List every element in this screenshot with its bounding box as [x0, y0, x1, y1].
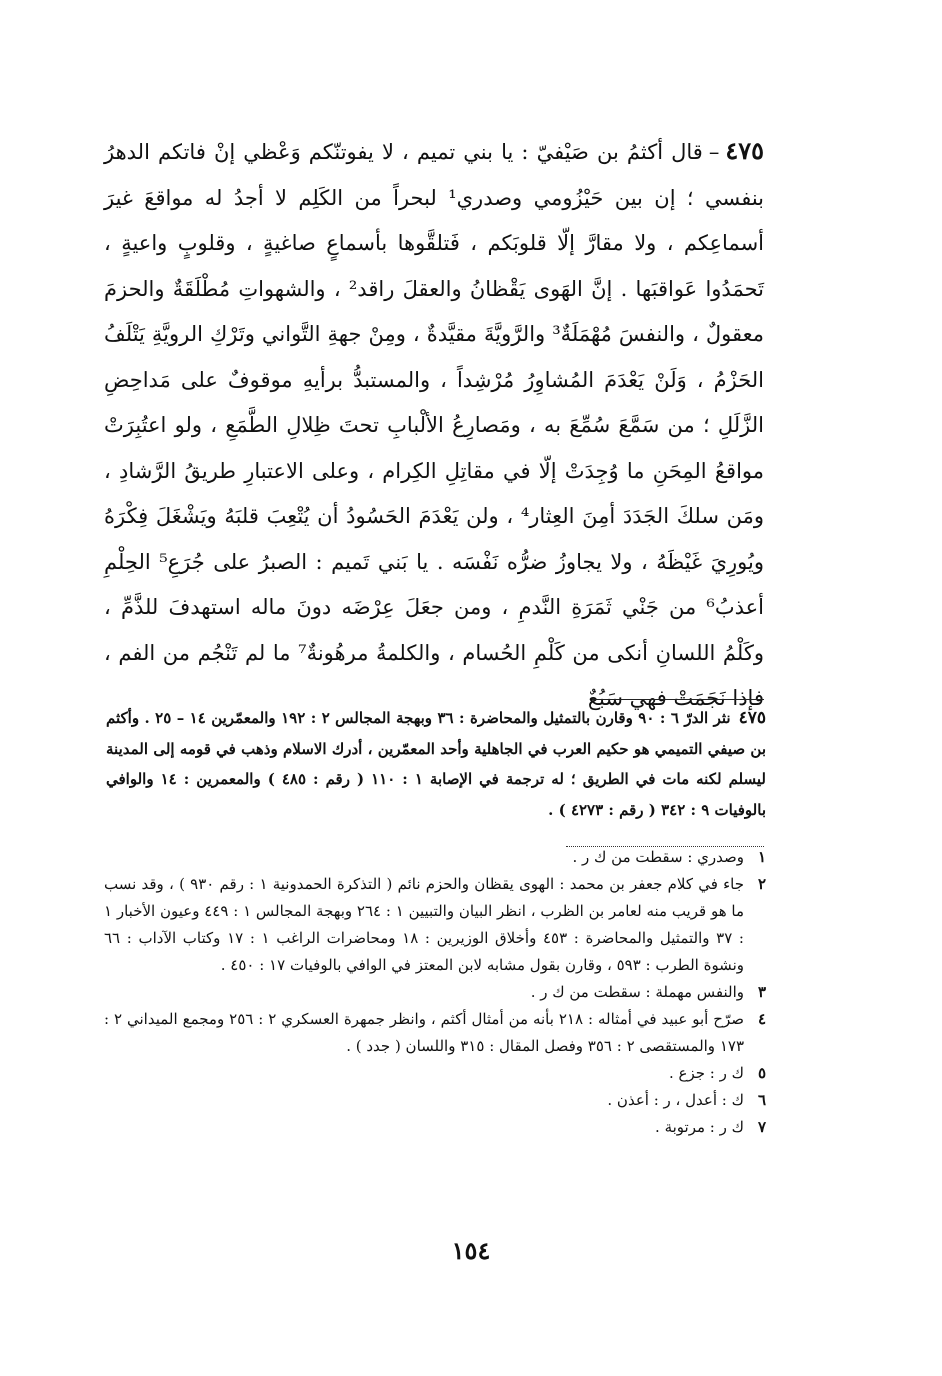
footnote-number: ٥ — [757, 1064, 766, 1082]
commentary-divider — [592, 699, 764, 700]
footnote-text: ك ر : جزع . — [669, 1064, 744, 1082]
footnote-number: ٧ — [757, 1118, 766, 1136]
footnote-item — [104, 1087, 766, 1114]
footnote-text: صرّح أبو عبيد في أمثاله : ٢١٨ بأنه من أمثال أكثم ، وانظر جمهرة العسكري ٢ : ٢٥٦ ومجمع الميداني ٢ : ١٧٣ والمستقصى ٢ : ٣٥٦ وفصل المقال : ٣١٥ واللسان ( جدد ) . — [104, 1010, 744, 1055]
paragraph-number: ٤٧٥ — [725, 136, 764, 165]
commentary-number: ٤٧٥ — [738, 708, 767, 728]
footnote-item — [104, 871, 766, 979]
footnote-number: ٢ — [757, 875, 766, 893]
footnote-item — [104, 1006, 766, 1060]
footnotes-list — [104, 844, 766, 1141]
commentary-note — [106, 703, 766, 825]
footnote-item — [104, 1114, 766, 1141]
footnote-item — [104, 844, 766, 871]
page-number: ١٥٤ — [451, 1236, 491, 1265]
footnote-number: ١ — [757, 848, 766, 866]
footnote-item — [104, 979, 766, 1006]
footnote-number: ٤ — [757, 1010, 766, 1028]
footnote-text: وصدري : سقطت من ك ر . — [572, 848, 744, 866]
footnote-number: ٦ — [757, 1091, 766, 1109]
footnote-text: ك : أعدل ، ر : أعذن . — [607, 1091, 744, 1109]
footnote-text: والنفس مهملة : سقطت من ك ر . — [530, 983, 744, 1001]
paragraph-body: قال أكثمُ بن صَيْفيّ : يا بني تميم ، لا يفوتنّكم وَعْظي إنْ فاتكم الدهرُ بنفسي ؛ إن بين حَيْزُومي وصدري¹ لبحراً من الكَلِم لا أجدُ له مواقعَ غيرَ أسماعِكم ، ولا مقارَّ إلّا قلوبَكم ، فَتلقَّوها بأسماعٍ صاغيةٍ ، وقلوبٍ واعيةٍ ، تَحمَدُوا عَواقبَها . إنَّ الهَوى يَقْظانُ والعقلَ راقد² ، والشهواتِ مُطْلَقَةٌ والحزمَ معقولٌ ، والنفسَ مُهْمَلَةٌ³ والرَّويَّةَ مقيَّدةٌ ، ومِنْ جهةِ التَّواني وتَرْكِ الرويَّةِ يَتْلَفُ الحَزْمُ ، وَلَنْ يَعْدَمَ المُشاوِرُ مُرْشِداً ، والمستبدُّ برأيهِ موقوفٌ على مَداحِضِ الزَّلَلِ ؛ من سَمَّعَ سُمِّعَ به ، ومَصارِعُ الألْبابِ تحتَ ظِلالِ الطَّمَعِ ، ولو اعتُبِرَتْ مواقعُ المِحَنِ ما وُجِدَتْ إلّا في مقاتِلِ الكِرام ، وعلى الاعتبارِ طريقُ الرَّشادِ ، ومَن سلكَ الجَدَدَ أمِنَ العِثار⁴ ، ولن يَعْدَمَ الحَسُودُ أن يُتْعِبَ قلبَهُ ويَشْغَلَ فِكْرَهُ ويُورِيَ غَيْظَهُ ، ولا يجاوزُ ضرُّه نَفْسَه . يا بَني تَميم : الصبرُ على جُرَعِ⁵ الحِلْمِ أعذبُ⁶ من جَنْي ثَمَرَةِ النَّدمِ ، ومن جعَلَ عِرْضَه دونَ ماله استهدفَ للذَّمِّ ، وكَلْمُ اللسانِ أنكى من كَلْمِ الحُسام ، والكلمةُ مرهُونةٌ⁷ ما لم تَنْجُم من الفم ، فإذا نَجَمَتْ فهي سَبُعٌ — [104, 140, 765, 710]
footnote-item — [104, 1060, 766, 1087]
footnote-number: ٣ — [757, 983, 766, 1001]
commentary-body: نثر الدرّ ٦ : ٩٠ وقارن بالتمثيل والمحاضرة : ٣٦ وبهجة المجالس ٢ : ١٩٢ والمعمّرين ١٤ – ٢٥ . وأكثم بن صيفي التميمي هو حكيم العرب في الجاهلية وأحد المعمّرين ، أدرك الاسلام وذهب في قومه إلى المدينة ليسلم لكنه مات في الطريق ؛ له ترجمة في الإصابة ١ : ١١٠ ( رقم : ٤٨٥ ) والمعمرين : ١٤ والوافي بالوفيات ٩ : ٣٤٢ ( رقم : ٤٢٧٣ ) . — [106, 709, 766, 819]
footnote-text: جاء في كلام جعفر بن محمد : الهوى يقظان والحزم نائم ( التذكرة الحمدونية ١ : رقم ٩٣٠ ) ، وقد نسب ما هو قريب منه لعامر بن الظرب ، انظر البيان والتبيين ١ : ٢٦٤ وبهجة المجالس ١ : ٤٤٩ وعيون الأخبار ١ : ٣٧ والتمثيل والمحاضرة : ٤٥٣ وأخلاق الوزيرين : ١٨ ومحاضرات الراغب ١ : ١٧ وكتاب الآداب : ٦٦ ونشوة الطرب : ٥٩٣ ، وقارن بقول مشابه لابن المعتز في الوافي بالوفيات ١٧ : ٤٥٠ . — [104, 875, 745, 974]
paragraph-dash: – — [708, 140, 720, 164]
footnote-text: ك ر : مرتوبة . — [655, 1118, 744, 1136]
main-paragraph — [104, 128, 764, 722]
